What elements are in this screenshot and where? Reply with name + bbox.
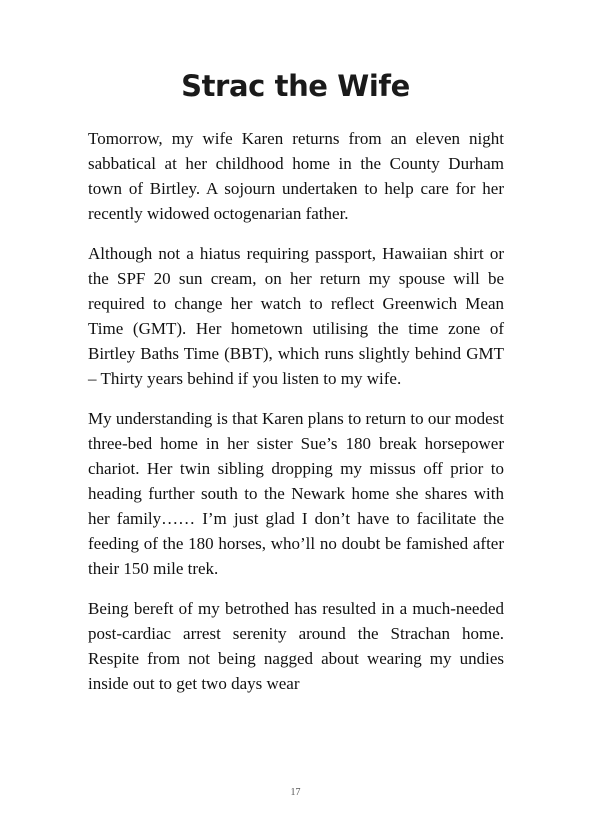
chapter-title: Strac the Wife bbox=[181, 69, 410, 103]
page-number: 17 bbox=[290, 787, 301, 798]
paragraph-2: Although not a hiatus requiring passport, Hawaiian shirt or the SPF 20 sun cream, on her return my spouse will be required to change her watch to reflect Greenwich Mean Time (GMT). Her hometown utilising the time zone of Birtley Baths Time (BBT), which runs slightly behind GMT – Thirty years behind if you listen to my wife. bbox=[88, 244, 504, 388]
paragraph-1: Tomorrow, my wife Karen returns from an eleven night sabbatical at her childhood home in the County Durham town of Birtley. A sojourn undertaken to help care for her recently widowed octogenarian father. bbox=[88, 129, 504, 223]
body-text bbox=[88, 126, 504, 711]
paragraph-4: Being bereft of my betrothed has resulted in a much-needed post-cardiac arrest serenity around the Strachan home. Respite from not being nagged about wearing my undies inside out to get two days wear bbox=[88, 599, 504, 693]
paragraph-3: My understanding is that Karen plans to return to our modest three-bed home in her sister Sue’s 180 break horsepower chariot. Her twin sibling dropping my missus off prior to heading further south to the Newark home she shares with her family…… I’m just glad I don’t have to facilitate the feeding of the 180 horses, who’ll no doubt be famished after their 150 mile trek. bbox=[88, 409, 504, 578]
